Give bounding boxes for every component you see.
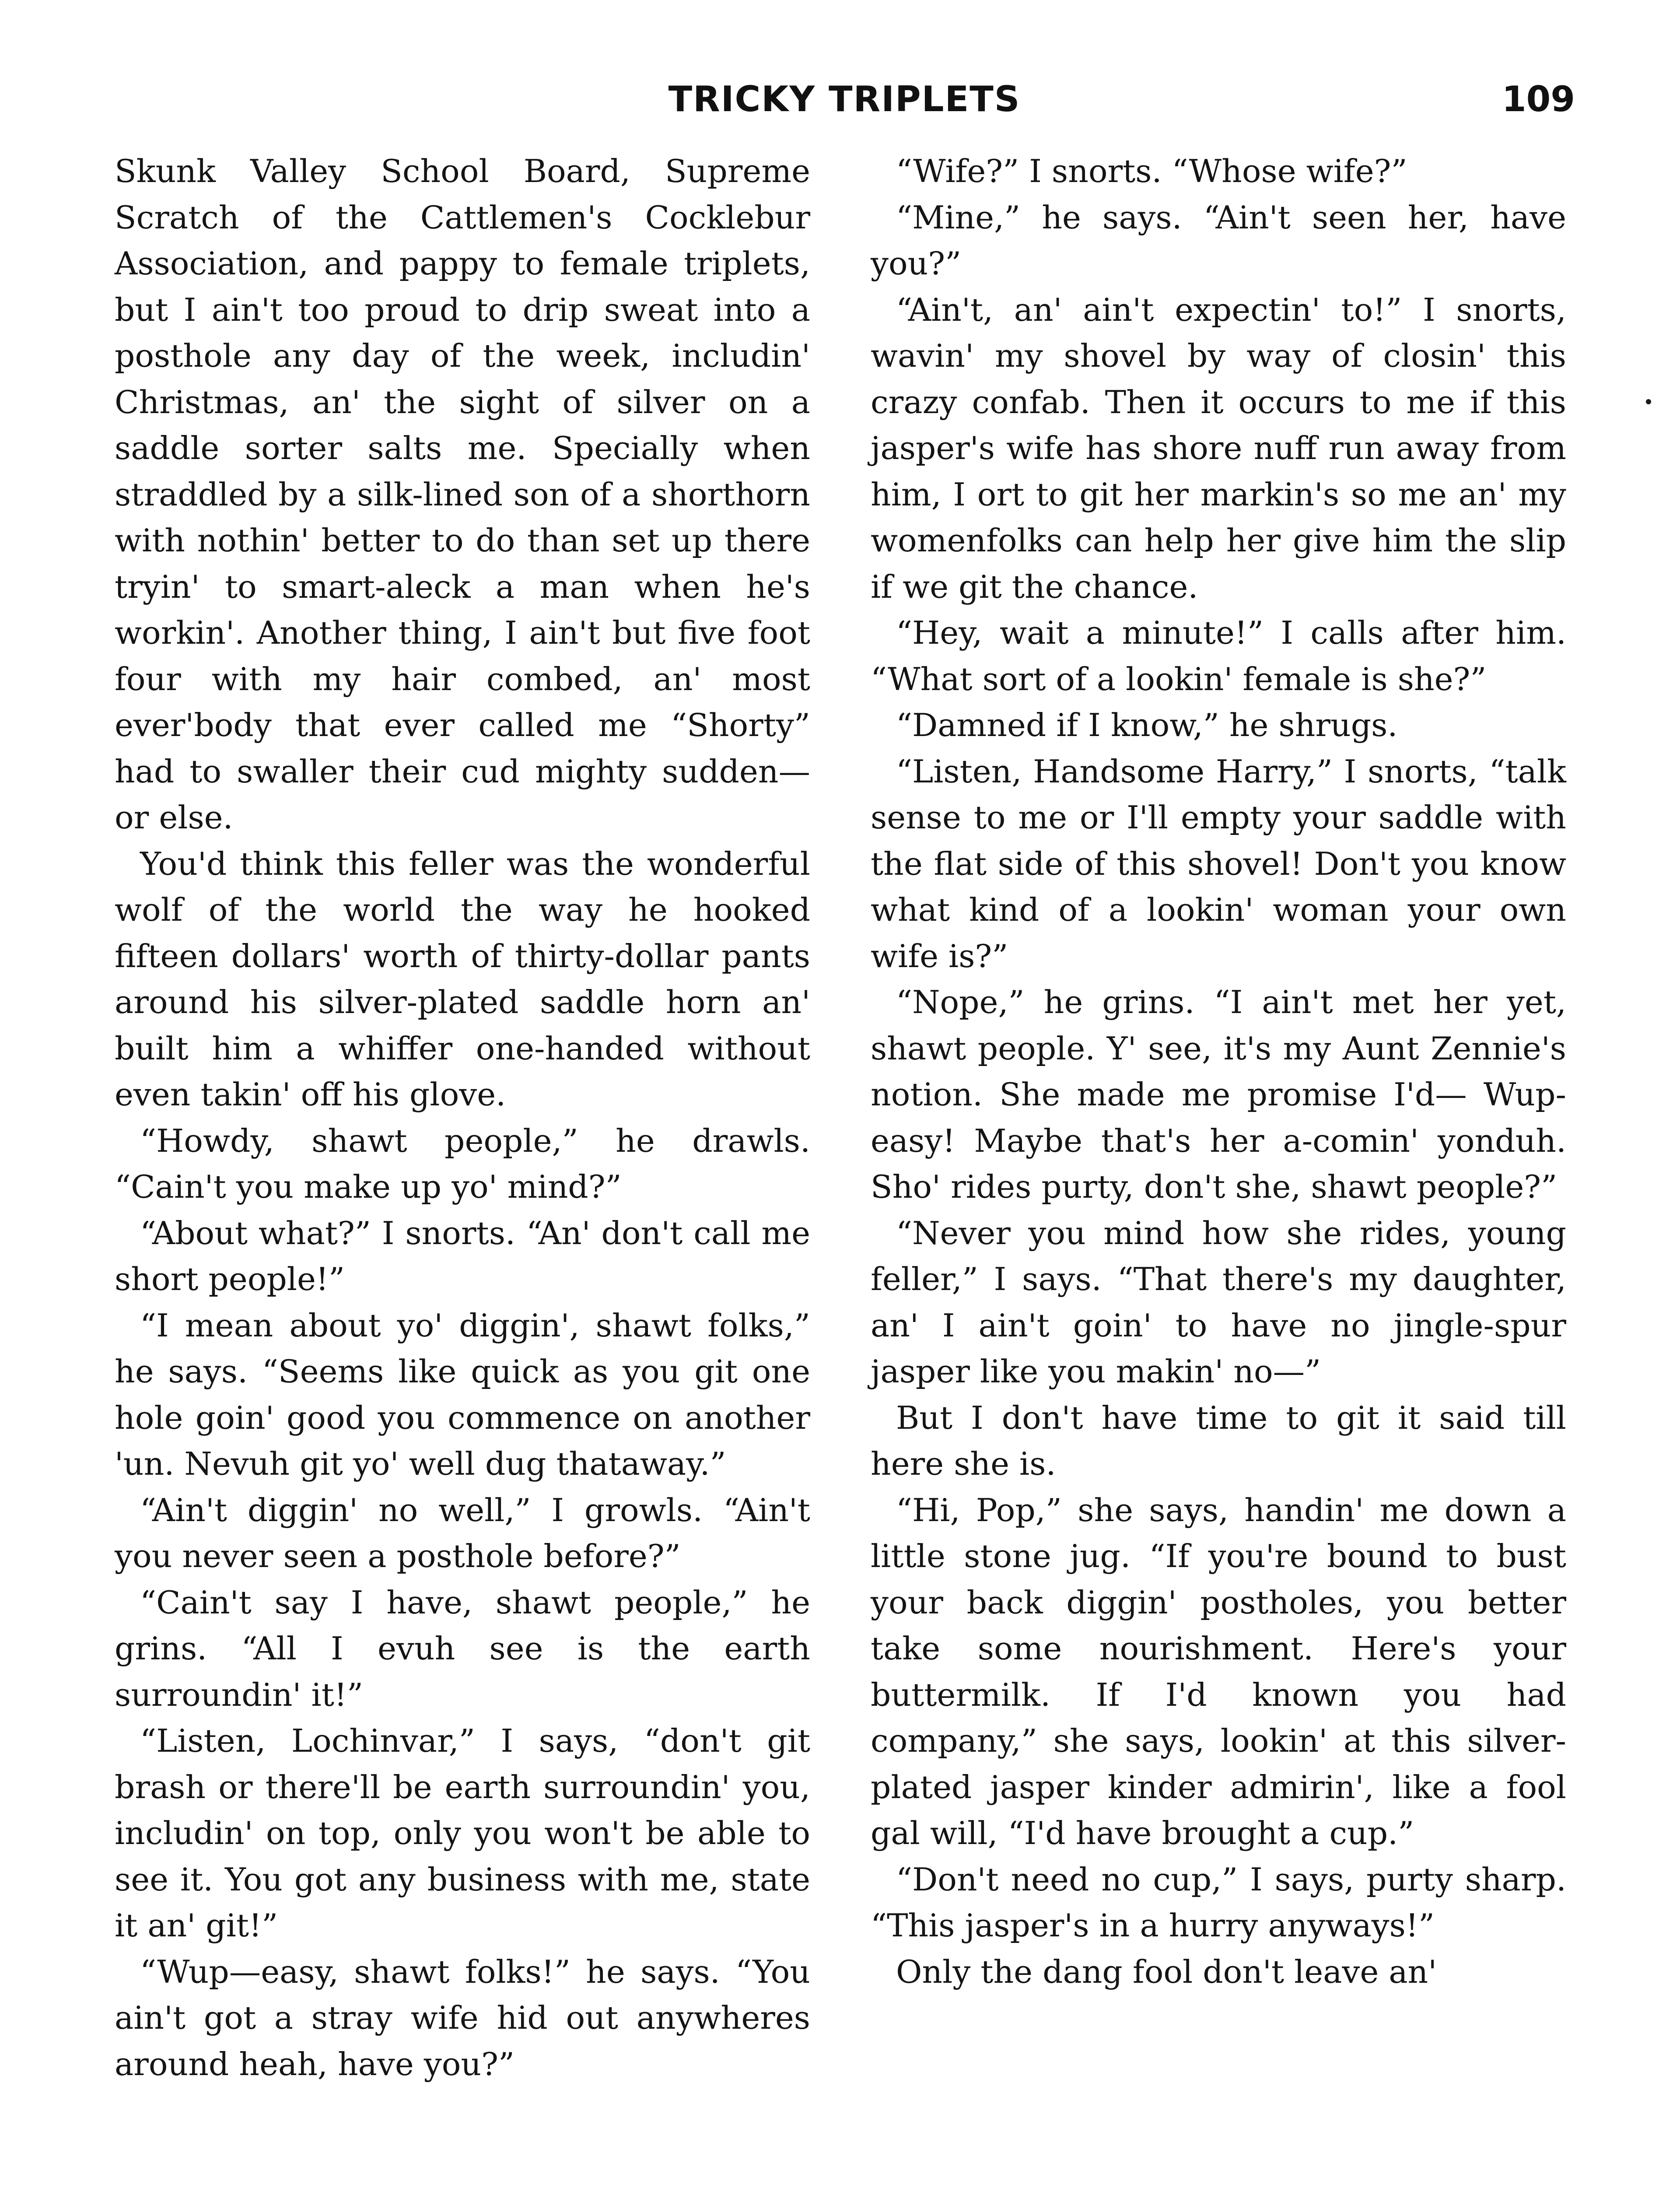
- paragraph: “I mean about yo' diggin', shawt folks,” he says. “Seems like quick as you git one hole goin' good you commence on another 'un. Nevuh git yo' well dug thataway.”: [115, 1307, 810, 1483]
- paragraph: “Damned if I know,” he shrugs.: [896, 707, 1398, 744]
- paragraph: “Nope,” he grins. “I ain't met her yet, shawt people. Y' see, it's my Aunt Zennie's notion. She made me promise I'd— Wup-easy! Maybe that's her a-comin' yonduh. Sho' rides purty, don't she, shawt people?”: [871, 984, 1566, 1206]
- paragraph: “Howdy, shawt people,” he drawls. “Cain't you make up yo' mind?”: [115, 1122, 810, 1206]
- paragraph: “Don't need no cup,” I says, purty sharp. “This jasper's in a hurry anyways!”: [871, 1861, 1566, 1944]
- paragraph: Skunk Valley School Board, Supreme Scratch of the Cattlemen's Cocklebur Association, and pappy to female triplets, but I ain't too proud to drip sweat into a posthole any day of the week, includin' Christmas, an' the sight of silver on a saddle sorter salts me. Specially when straddled by a silk-lined son of a shorthorn with nothin' better to do than set up there tryin' to smart-aleck a man when he's workin'. Another thing, I ain't but five foot four with my hair combed, an' most ever'body that ever called me “Shorty” had to swaller their cud mighty sudden—or else.: [115, 153, 810, 836]
- running-title: TRICKY TRIPLETS: [668, 79, 1021, 119]
- page-number: 109: [1502, 79, 1575, 119]
- paragraph: “Listen, Lochinvar,” I says, “don't git brash or there'll be earth surroundin' you, includin' on top, only you won't be able to see it. You got any business with me, state it an' git!”: [115, 1723, 810, 1944]
- paragraph: “Never you mind how she rides, young feller,” I says. “That there's my daughter, an' I ain't goin' to have no jingle-spur jasper like you makin' no—”: [871, 1215, 1566, 1390]
- paragraph: You'd think this feller was the wonderful wolf of the world the way he hooked fifteen dollars' worth of thirty-dollar pants around his silver-plated saddle horn an' built him a whiffer one-handed without even takin' off his glove.: [115, 845, 810, 1113]
- paragraph: “Wife?” I snorts. “Whose wife?”: [896, 153, 1407, 190]
- paragraph: “Ain't diggin' no well,” I growls. “Ain't you never seen a posthole before?”: [115, 1492, 810, 1575]
- paragraph: “About what?” I snorts. “An' don't call me short people!”: [115, 1215, 810, 1298]
- right-column: [871, 149, 1566, 1995]
- print-speck: [1646, 399, 1651, 404]
- paragraph: “Hey, wait a minute!” I calls after him. “What sort of a lookin' female is she?”: [871, 615, 1566, 698]
- paragraph: “Hi, Pop,” she says, handin' me down a little stone jug. “If you're bound to bust your back diggin' postholes, you better take some nourishment. Here's your buttermilk. If I'd known you had company,” she says, lookin' at this silver-plated jasper kinder admirin', like a fool gal will, “I'd have brought a cup.”: [871, 1492, 1566, 1852]
- paragraph: “Wup—easy, shawt folks!” he says. “You ain't got a stray wife hid out anywheres around heah, have you?”: [115, 1953, 810, 2083]
- paragraph: But I don't have time to git it said till here she is.: [871, 1399, 1566, 1483]
- page-header: [114, 66, 1575, 127]
- paragraph: “Cain't say I have, shawt people,” he grins. “All I evuh see is the earth surroundin' it!”: [115, 1584, 810, 1714]
- left-column: [115, 149, 810, 2088]
- paragraph: “Mine,” he says. “Ain't seen her, have you?”: [871, 199, 1566, 282]
- paragraph: “Ain't, an' ain't expectin' to!” I snorts, wavin' my shovel by way of closin' this crazy confab. Then it occurs to me if this jasper's wife has shore nuff run away from him, I ort to git her markin's so me an' my womenfolks can help her give him the slip if we git the chance.: [871, 291, 1566, 606]
- paragraph: Only the dang fool don't leave an': [896, 1953, 1437, 1991]
- paragraph: “Listen, Handsome Harry,” I snorts, “talk sense to me or I'll empty your saddle with the flat side of this shovel! Don't you know what kind of a lookin' woman your own wife is?”: [871, 753, 1566, 975]
